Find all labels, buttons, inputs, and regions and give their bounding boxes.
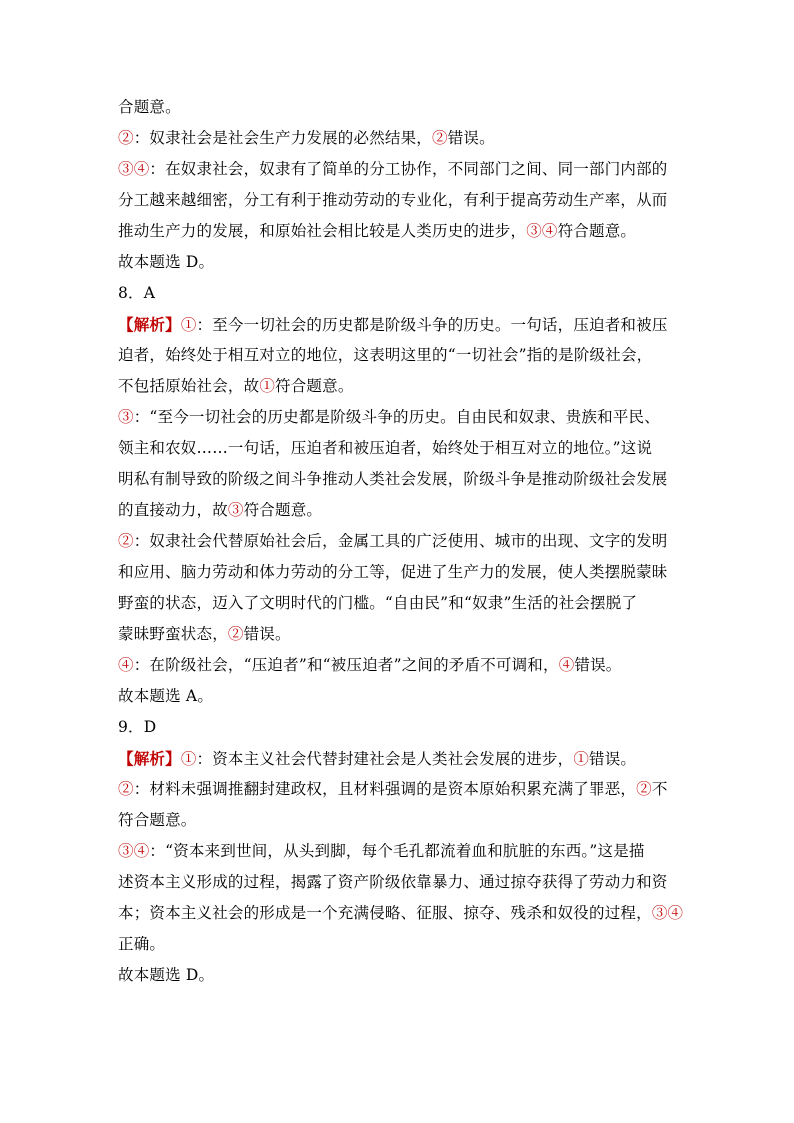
text-line — [118, 154, 678, 185]
text-line — [118, 92, 678, 123]
text-segment: 故本题选 A。 — [118, 687, 214, 705]
option-marker: ③ — [227, 501, 244, 519]
text-line — [118, 898, 684, 929]
text-line — [118, 774, 678, 805]
text-segment: 明私有制导致的阶级之间斗争推动人类社会发展，阶级斗争是推动阶级社会发展 — [118, 470, 668, 488]
text-line — [118, 371, 678, 402]
option-marker: ③ — [118, 408, 134, 426]
text-segment: 9．D — [118, 718, 157, 736]
text-segment: 错误。 — [243, 625, 291, 643]
analysis-label: 【解析】 — [118, 749, 181, 768]
text-segment: 迫者，始终处于相互对立的地位，这表明这里的“一切社会”指的是阶级社会， — [118, 346, 653, 364]
text-segment: 领主和农奴……一句话，压迫者和被压迫者，始终处于相互对立的地位。”这说 — [118, 439, 653, 457]
text-line — [118, 433, 678, 464]
text-line — [118, 557, 678, 588]
text-line — [118, 216, 678, 247]
text-line — [118, 526, 678, 557]
option-marker: ③④ — [651, 904, 684, 922]
text-segment: 8．A — [118, 284, 156, 302]
option-marker: ① — [259, 377, 276, 395]
text-line — [118, 247, 678, 278]
text-line — [118, 402, 678, 433]
option-marker: ① — [573, 750, 590, 768]
text-line — [118, 278, 678, 309]
text-line — [118, 836, 678, 867]
text-segment: 的直接动力，故 — [118, 501, 228, 519]
text-segment: 错误。 — [574, 656, 622, 674]
text-segment: 和应用、脑力劳动和体力劳动的分工等，促进了生产力的发展，使人类摆脱蒙昧 — [118, 563, 668, 581]
text-segment: 故本题选 D。 — [118, 966, 215, 984]
text-segment: 蒙昧野蛮状态， — [118, 625, 228, 643]
text-line — [118, 867, 678, 898]
option-marker: ② — [118, 780, 134, 798]
option-marker: ③④ — [118, 842, 150, 860]
text-segment: ：在阶级社会，“压迫者”和“被压迫者”之间的矛盾不可调和， — [133, 656, 559, 674]
text-segment: 符合题意。 — [118, 811, 197, 829]
text-segment: 合题意。 — [118, 98, 181, 116]
text-segment: 错误。 — [447, 129, 495, 147]
option-marker: ① — [180, 750, 197, 768]
text-line — [118, 712, 678, 743]
option-marker: ② — [432, 129, 448, 147]
text-line — [118, 619, 678, 650]
text-segment: 本；资本主义社会的形成是一个充满侵略、征服、掠夺、残杀和奴役的过程， — [118, 904, 652, 922]
option-marker: ② — [118, 532, 134, 550]
text-line — [118, 681, 678, 712]
text-segment: ：“资本来到世间，从头到脚，每个毛孔都流着血和肮脏的东西。”这是描 — [149, 842, 645, 860]
text-segment: ：奴隶社会是社会生产力发展的必然结果， — [133, 129, 433, 147]
text-segment: ：资本主义社会代替封建社会是人类社会发展的进步， — [196, 750, 574, 768]
text-segment: ：“至今一切社会的历史都是阶级斗争的历史。自由民和奴隶、贵族和平民、 — [133, 408, 660, 426]
text-segment: ：在奴隶社会，奴隶有了简单的分工协作，不同部门之间、同一部门内部的 — [149, 160, 668, 178]
text-line — [118, 464, 678, 495]
text-segment: 符合题意。 — [243, 501, 323, 519]
text-segment: 述资本主义形成的过程，揭露了资产阶级依靠暴力、通过掠夺获得了劳动力和资 — [118, 873, 668, 891]
text-segment: 符合题意。 — [557, 222, 637, 240]
text-segment: 推动生产力的发展，和原始社会相比较是人类历史的进步， — [118, 222, 527, 240]
text-line — [118, 185, 678, 216]
text-segment: ：材料未强调推翻封建政权，且材料强调的是资本原始积累充满了罪恶， — [133, 780, 637, 798]
option-marker: ① — [180, 316, 197, 334]
text-line — [118, 960, 678, 991]
option-marker: ③④ — [118, 160, 150, 178]
text-line — [118, 123, 678, 154]
text-line — [118, 929, 678, 960]
text-segment: ：至今一切社会的历史都是阶级斗争的历史。一句话，压迫者和被压 — [196, 316, 668, 334]
text-line — [118, 309, 678, 340]
text-segment: ：奴隶社会代替原始社会后，金属工具的广泛使用、城市的出现、文字的发明 — [133, 532, 668, 550]
analysis-label: 【解析】 — [118, 315, 181, 334]
text-segment: 正确。 — [118, 935, 166, 953]
text-segment: 故本题选 D。 — [118, 253, 215, 271]
text-line — [118, 650, 678, 681]
option-marker: ③④ — [526, 222, 558, 240]
text-segment: 错误。 — [589, 750, 637, 768]
document-page — [118, 92, 684, 991]
text-line — [118, 588, 678, 619]
text-segment: 野蛮的状态，迈入了文明时代的门槛。“自由民”和“奴隶”生活的社会摆脱了 — [118, 594, 638, 612]
option-marker: ② — [227, 625, 244, 643]
text-line — [118, 743, 678, 774]
text-segment: 不包括原始社会，故 — [118, 377, 260, 395]
option-marker: ② — [636, 780, 652, 798]
text-segment: 不 — [651, 780, 668, 798]
text-line — [118, 805, 678, 836]
text-segment: 符合题意。 — [275, 377, 354, 395]
option-marker: ④ — [118, 656, 134, 674]
text-segment: 分工越来越细密，分工有利于推动劳动的专业化，有利于提高劳动生产率，从而 — [118, 191, 668, 209]
text-line — [118, 340, 678, 371]
option-marker: ② — [118, 129, 134, 147]
text-line — [118, 495, 678, 526]
option-marker: ④ — [558, 656, 575, 674]
